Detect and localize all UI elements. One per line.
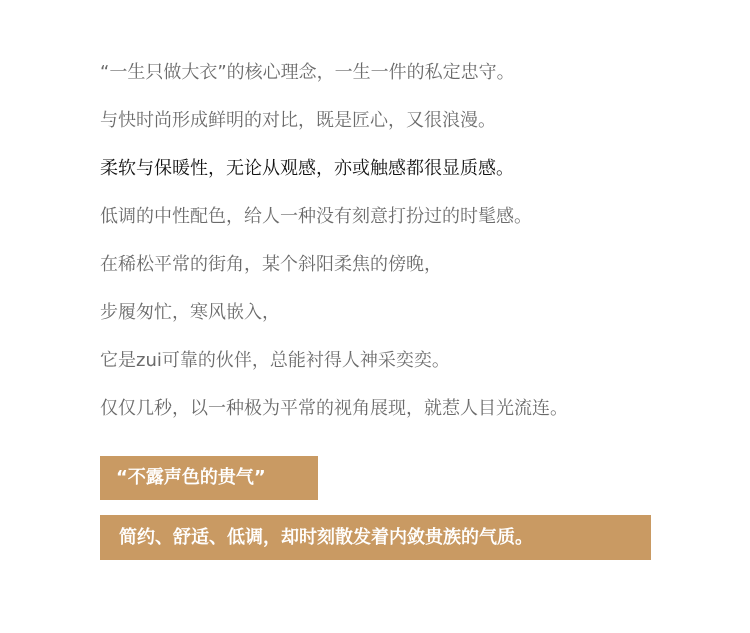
paragraph-neutral-color: 低调的中性配色，给人一种没有刻意打扮过的时髦感。 (100, 206, 532, 227)
paragraph-street-corner: 在稀松平常的街角，某个斜阳柔焦的傍晚， (100, 254, 442, 275)
paragraph-few-seconds: 仅仅几秒，以一种极为平常的视角展现，就惹人目光流连。 (100, 398, 568, 419)
paragraph-contrast: 与快时尚形成鲜明的对比，既是匠心，又很浪漫。 (100, 110, 496, 131)
tag-title-text: “不露声色的贵气” (116, 467, 266, 488)
tag-subtitle-banner (100, 515, 651, 560)
paragraph-softness: 柔软与保暖性，无论从观感，亦或触感都很显质感。 (100, 158, 514, 179)
tag-subtitle-text: 简约、舒适、低调，却时刻散发着内敛贵族的气质。 (119, 527, 533, 548)
tag-title-banner (100, 456, 318, 500)
paragraph-core-concept: “一生只做大衣”的核心理念，一生一件的私定忠守。 (100, 62, 515, 83)
paragraph-reliable-partner: 它是zui可靠的伙伴，总能衬得人神采奕奕。 (100, 350, 450, 371)
paragraph-hurried-steps: 步履匆忙，寒风嵌入， (100, 302, 280, 323)
